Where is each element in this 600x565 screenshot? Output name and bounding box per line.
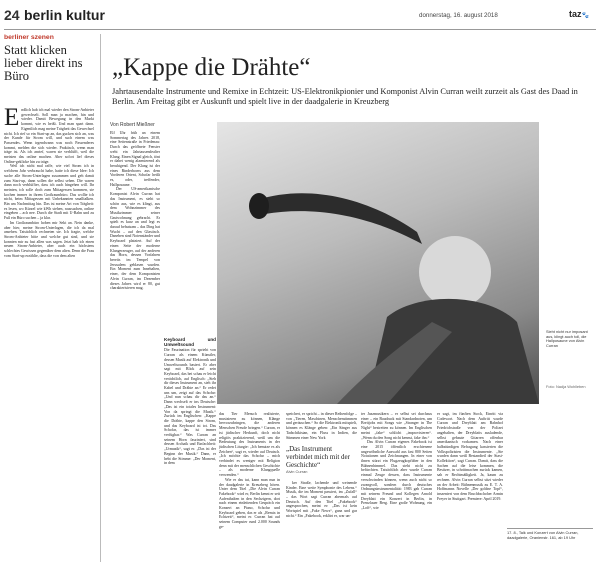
paw-icon: 🐾 — [581, 13, 589, 19]
brand-name: taz — [569, 9, 582, 19]
article-paragraph: Der US-amerikanische Komponist Alvin Curran hat das Instrument, es sieht so schön aus, wie es klingt, aus dem Wohnzimmer des Musikzimmer seiner Gastwohnung gebracht. Er spielt es kurz an und legt es darauf behutsam – das Ding hat Wucht – auf den Glastisch. Daneben sind Notenständer und Keyboard platziert. Auf der einen Seite der moderne Klangerzeuger, auf der anderen das Horn, dessen Vorfahren bereits im Tempel von Jerusalem geblasen wurden. Ein Moment zum Innehalten, einer, der dem Komponisten Alvin Curran, im Dezember dieses Jahres wird er 80, gut charakterisieren mag. — [110, 187, 160, 291]
sidebar-paragraph: Weil ich nicht mal raffe, wie viel Strom ich in welchem Jahr verbraucht habe, hatte ich diese Idee: Ich suche alle Strom-Unterlagen zusammen und geh damit zum Start-up, dann sollen die selbst sehen. Die waren dann noch verblüffter, dass ich auch hingehen will. Ihr meinten, ich solle doch zum Mittagessen kommen, sie kochen immer in ihrem Großraumbüro. Das wollte ich nicht, beim Mittagessen mit Unbekannten smalltalken. Bin am Nachmittag hin. Das ist meine Art von Trägheit: es lesen, wo Kürzel wie kWh stehen, raussuchen, online eingeben – ach nee. Durch die Stadt mit U-Bahn und zu Fuß ein Büro suchen – ja klar. — [4, 164, 94, 221]
photo-illustration — [217, 122, 539, 404]
photo-caption: Sieht nicht nur imposant aus, klingt auch toll, die Hallposaune von Alvin Curran — [546, 329, 588, 349]
photo-credit: Foto: Nadja Wohlleben — [546, 384, 586, 389]
header-rule — [4, 29, 596, 30]
article-paragraph: ker Straße, lachende und weinende Kinder. Eine weite Symphonie des Lebens.“ Musik, die im Moment passiert, im „Zufall“ – das Wort sagt Curran abermals auf Deutsch. Auf den Titel „Fakebook“ angesprochen, meint er: „Das ist kein Wortspiel mit „Fake News“, ganz und gar nicht.“ Ein „Fakebook, erklärt er, war un- — [286, 480, 357, 518]
byline: Von Robert Mießner — [110, 122, 155, 128]
article-paragraph: ter Jazzmusikern – er selbst sei durchaus einer – ein Baudruck mit Standardnoten, um Breitjobs mit Songs wie „Stranger in The Night“ bestreiten zu können. Im Englischen meint „fake“ schlicht „improvisieren“. „Wenn du den Song nicht kennst, fake ihn.“ — [361, 412, 432, 440]
dropcap: E — [4, 104, 20, 131]
sidebar-paragraph: Im Großraumbüro hoben mir Sekt an. Nein danke, aber hier, meine Strom-Unterlagen, die ich da mal ansehen. Tatsächlich rechneten sie. Ich fragte, welche Strom-Anbieter bitte und welche gut sind, und sie konnten mir zu fast allen was sagen. Jetzt hab ich einen neuen Strom-Anbieter, aber auch ein höchstens schlechtes Gewissen gegenüber dem alten. Denn die Frau vom Start-up erzählte, dass die von dem alten — [4, 220, 94, 258]
brand-logo — [569, 9, 589, 19]
article-paragraph: Das Alvin Curran eigenes Fakebook ist eine 2015 öffentlich erschienene ungewöhnliche Auswahl aus fast 800 Seiten Notationen und Zeichnungen. In einer von ihnen stürzt ein Flugzeugkopfüber in den Bühnenhimmel. Das steht nicht zu befürchten. Tatsächlich aber wurde Curran einmal Zeuge dessen, dass Instrumente verschwinden können, wenn auch nicht so zwangvoll, sondern durch deutsches Ordnungsinstrumentalität: 1983 gab Curran mit seinem Freund und Kollegen Arnold Dreyblatt ein Konzert in Berlin, in Prenzlauer Berg. Eine große Wohnung, ein „Loft“, wie — [361, 440, 432, 511]
article-paragraph: speichert, er spricht – in dieser Reihenfolge – von „Tieren, Maschinen, Menschenstimmen und geräuschen.“ So die Elektronik mitspielt, können es Klänge geben: „Ein Sänger aus Tadschikistan, ein Fluss in Indien, die Stimmen einer New York — [286, 412, 357, 440]
article-paragraph: er sagt, im fünften Stock, Einritt via Codewort. Nach dem Auftritt wurde Curran und Dreyblatt am Bahnhof Friedrichstraße von der Polizei angehalten, der Dreyblatts ausladende, selbst gebaute Gitarren offenbar amerikanisch vorkamen. Nach einer halbstündigen Befragung kassierten die Volkspolizisten die Instrumente. „Sie wurden dann weiß Bestandteil der Stasi-Kollektion“, sagt Curran. Damit, dass die Sachen auf die leise kommen, die Besitzer, in schrittmachen zurück kamen, sah er Rechtmäßigkeit. Ja, kaum zu rechnen. Alvin Curran selbst sitzt wieder an der Arbeit: Bühnenmusik zu E. T. A. Hoffmanns Novelle „Der goldne Topf“, inszeniert von dem Bruchbschoher Armin Freyer in Stuttgart. Premiere: April 2019. — [437, 412, 503, 501]
section-title: berlin kultur — [24, 7, 105, 23]
person-head — [419, 236, 491, 308]
subtitle: Jahrtausendalte Instrumente und Remixe in Echtzeit: US-Elektronikpionier und Komponist Alvin Curran weilt zurzeit als Gast des Daad in Berlin. Am Freitag gibt er Auskunft und spielt live in der daadgalerie in Kreuzberg — [112, 87, 578, 106]
sidebar-body — [4, 104, 94, 259]
sidebar-paragraph: Endlich hab ich mal wieder den Strom-Anbieter gewechselt. Soll man ja machen, hin und wieder. Damit Bewegung in den Markt kommt, wie es heißt. Und man spart dann. Eigentlich mag meine Trägheit das Gewechsel nicht. Ich rief so ein Start-up an, das gucken sich an, was der Kunde für Strom will, und such einem was Passendes. Wenn irgendwann was noch Passenderes kommt, melden die sich wieder. Praktisch, wenn man träge ist. Als ich anrief, waren sie verblüfft, weil die meisten das online machen. Aber sofort lief dieses Online-geklicke hin zu träge. — [4, 104, 94, 164]
article-column-5 — [361, 412, 432, 560]
sidebar-kicker: berliner szenen — [4, 34, 54, 41]
pullquote-author: Alvin Curran — [286, 469, 308, 475]
page-header — [4, 0, 596, 26]
event-info-box — [507, 528, 593, 540]
article-column-3 — [219, 412, 280, 560]
article-paragraph: Die Faszination für sprieht von Curran als einem Künstler, dessen Musik auf Elektronik und Umweltsounds basiert. Er aber sagt mit Blick auf sein Keyboard, das bei schau er leicht verächtlich, auf Englisch: „Sieh dir dieses Instrument an, sieh ihr Kabel und Drähte an.“ Er redet uns um, zeigt auf das Schofar: „Und nun schau dir das an.“ Dann wechselt er ins Deutsche: „Das ist ein totales Instrument: Von da springt die Musik.“ Zurück im Englischen: „Kappe die Drähte, kappe den Strom, und das Keyboard ist tot. Das Schofar, das ist immer verfügbar.“ Was Curran an seinem Horn fasziniert, sind dessen Archaik und Einfachheit: „Urmusik“, sagt er. „Das ist der Beginn der Musik.“ Dann, er hebt die Stimme: „Der Moment, in dem — [164, 348, 216, 466]
headline: „Kappe die Drähte“ — [112, 54, 311, 81]
pullquote: „Das Instrument verbindet mich mit der Geschichte“ — [286, 445, 350, 470]
article-column-4 — [286, 412, 357, 560]
subheading: Keyboard und Umweltsound — [164, 337, 216, 347]
article-paragraph: Elf Uhr früh an einem Sommertag des Jahres 2018, eine Seitenstraße in Friedenau: Durch das geöffnete Fenster weht ein Jahrtausendealter Klang. Einen Signal gleich, tönt er dabei wenig alarmierend als beruhigend. Der Klang ist der eines Rinderhorns aus dem Vorderen Orient, Schofar heißt es, oder, treffender, Hallposaune. — [110, 131, 160, 187]
article-column-2 — [164, 124, 216, 556]
article-paragraph: Wie er das tut, kann man nun in der daadgalerie in Kreuzberg hören. Unter dem Titel „Die Alvin Curran Fakebook“ wird er, Berlin kennt er seit Aufenthalten in den Sechzigern, dort nach einem einleitenden Gespräch ein Konzert an Piano, Schofar und Keyboard geben, das er als „Remix in Echtzeit“, meint er. Curran hat auf seinem Computer rund 2.000 Sounds ge- — [219, 477, 280, 529]
shofar-bell — [249, 193, 269, 219]
event-info: 17. 8., Talk und Konzert von Alvin Curran, daadgalerie, Oranienstr. 161, ab 19 Uhr — [507, 530, 579, 540]
issue-date: donnerstag, 16. august 2018 — [419, 12, 498, 19]
sidebar-title: Statt klicken lieber direkt ins Büro — [4, 43, 83, 83]
sidebar-divider — [100, 34, 101, 562]
article-column-6 — [437, 412, 503, 560]
article-column-1 — [110, 131, 160, 556]
page-number: 24 — [4, 7, 20, 23]
article-paragraph: das Tier Mensch realisierte, musizieren zu können, Klänge hervorzubringen, die anderen Menschen Freude bringen.“ Curran, er ist jüdischer Herkunft, doch nicht religiös praktizierend, weiß um die Bedeutung des Instruments in der jüdischen Liturgie: „Ich benutze es als Zeichen“, sagt er, wieder auf Deutsch. „Ich möchte das Schofar – mich verbindet es weniger mit Religion denn mit der menschlichen Geschichte – als moderne Klangquelle verwenden.“ — [219, 412, 280, 478]
article-photo — [217, 122, 539, 404]
shofar-horn — [257, 193, 422, 244]
sidebar-column — [4, 34, 94, 562]
